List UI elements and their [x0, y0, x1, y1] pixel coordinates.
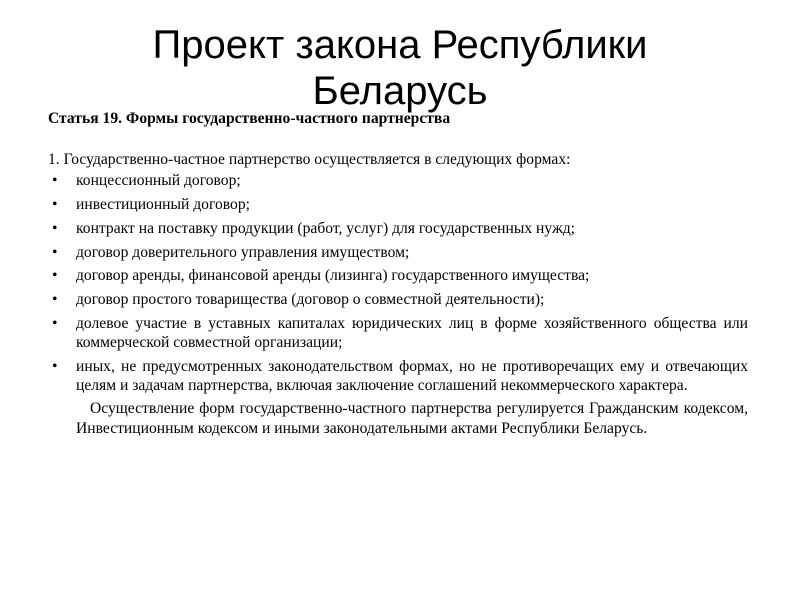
- list-item: [48, 195, 748, 214]
- list-item-text: договор доверительного управления имуществом;: [76, 243, 410, 261]
- lead-paragraph: 1. Государственно-частное партнерство осуществляется в следующих формах:: [48, 151, 571, 169]
- list-item-text: долевое участие в уставных капиталах юридических лиц в форме хозяйственного общества или коммерческой совместной организации;: [76, 314, 748, 351]
- list-item: [48, 314, 748, 352]
- bullet-icon: •: [52, 196, 58, 214]
- bullet-icon: •: [52, 172, 58, 190]
- bullet-icon: •: [52, 357, 58, 375]
- list-item-text: инвестиционный договор;: [76, 196, 250, 214]
- list-item: [48, 290, 748, 309]
- list-item-text: договор аренды, финансовой аренды (лизинга) государственного имущества;: [76, 267, 590, 285]
- bullet-icon: •: [52, 219, 58, 237]
- slide-title: Проект закона Республики Беларусь: [152, 23, 648, 113]
- bullet-icon: •: [52, 314, 58, 332]
- forms-list: [48, 171, 748, 395]
- list-item: [48, 243, 748, 262]
- bullet-icon: •: [52, 267, 58, 285]
- bullet-icon: •: [52, 243, 58, 261]
- list-item: [48, 171, 748, 190]
- slide-body: [48, 109, 748, 438]
- list-item-text: контракт на поставку продукции (работ, услуг) для государственных нужд;: [76, 219, 576, 237]
- list-item-text: договор простого товарищества (договор о совместной деятельности);: [76, 290, 545, 308]
- list-item: [48, 266, 748, 285]
- list-item: [48, 219, 748, 238]
- list-item: [48, 357, 748, 395]
- article-heading: Статья 19. Формы государственно-частного партнерства: [48, 110, 451, 127]
- list-item-text: иных, не предусмотренных законодательством формах, но не противоречащих ему и отвечающих целям и задачам партнерства, включая заключение соглашений некоммерческого характера.: [76, 357, 748, 394]
- bullet-icon: •: [52, 290, 58, 308]
- closing-paragraph: Осуществление форм государственно-частного партнерства регулируется Гражданским кодексом, Инвестиционным кодексом и иными законодательными актами Республики Беларусь.: [76, 400, 748, 437]
- list-item-text: концессионный договор;: [76, 172, 241, 190]
